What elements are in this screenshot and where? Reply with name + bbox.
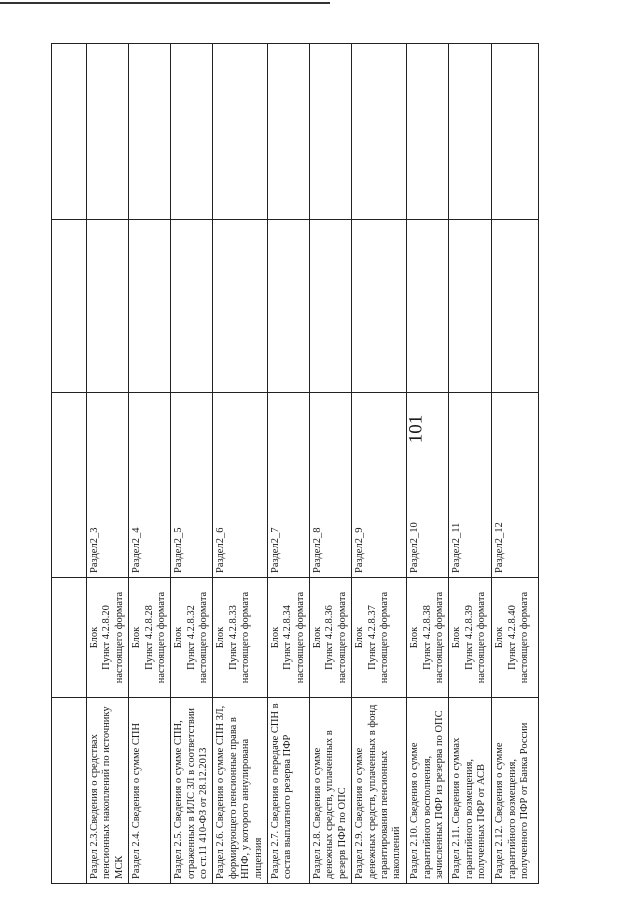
block-reference: Блок Пункт 4.2.8.36 настоящего формата: [310, 578, 352, 698]
block-reference: Блок Пункт 4.2.8.32 настоящего формата: [171, 578, 213, 698]
section-description: Раздел 2.9. Сведения о сумме денежных средств, уплаченных в фонд гарантирования пенсионных накоплений: [352, 698, 407, 884]
table-row: [129, 44, 171, 884]
table-row: [352, 44, 407, 884]
section-code: Раздел2_6: [213, 393, 268, 578]
table-row: [267, 44, 309, 884]
block-reference: Блок Пункт 4.2.8.20 настоящего формата: [87, 578, 129, 698]
block-reference: Блок Пункт 4.2.8.28 настоящего формата: [129, 578, 171, 698]
table-row: [213, 44, 268, 884]
section-code: Раздел2_10: [407, 393, 449, 578]
section-code: Раздел2_3: [87, 393, 129, 578]
section-code: Раздел2_4: [129, 393, 171, 578]
table-row: [171, 44, 213, 884]
section-code: Раздел2_9: [352, 393, 407, 578]
section-description: Раздел 2.10. Сведения о сумме гарантийного восполнения, зачисленных ПФР из резерва по ОПС: [407, 698, 449, 884]
section-description: Раздел 2.8. Сведения о сумме денежных средств, уплаченных в резерв ПФР по ОПС: [310, 698, 352, 884]
section-code: Раздел2_8: [310, 393, 352, 578]
section-description: Раздел 2.12. Сведения о сумме гарантийного возмещения, полученного ПФР от Банка России: [492, 698, 539, 884]
section-code: Раздел2_7: [267, 393, 309, 578]
block-reference: Блок Пункт 4.2.8.34 настоящего формата: [267, 578, 309, 698]
table-row: [87, 44, 129, 884]
table-row: [407, 44, 449, 884]
block-reference: Блок Пункт 4.2.8.40 настоящего формата: [492, 578, 539, 698]
section-code: Раздел2_5: [171, 393, 213, 578]
section-code: Раздел2_11: [449, 393, 492, 578]
section-description: Раздел 2.4. Сведения о сумме СПН: [129, 698, 171, 884]
block-reference: Блок Пункт 4.2.8.37 настоящего формата: [352, 578, 407, 698]
section-description: Раздел 2.7. Сведения о передаче СПН в состав выплатного резерва ПФР: [267, 698, 309, 884]
block-reference: Блок Пункт 4.2.8.39 настоящего формата: [449, 578, 492, 698]
table-row: [492, 44, 539, 884]
section-description: Раздел 2.3.Сведения о средствах пенсионных накоплений по источнику МСК: [87, 698, 129, 884]
scan-edge-line: [0, 2, 330, 4]
format-sections-table: [51, 43, 539, 884]
table-row: [310, 44, 352, 884]
block-reference: Блок Пункт 4.2.8.33 настоящего формата: [213, 578, 268, 698]
section-code: Раздел2_12: [492, 393, 539, 578]
section-description: Раздел 2.6. Сведения о сумме СПН ЗЛ, формирующего пенсионные права в НПФ, у которого аннулирована лицензия: [213, 698, 268, 884]
section-description: Раздел 2.5. Сведения о сумме СПН, отраженных в ИЛС ЗЛ в соответствии со ст.11 410-ФЗ от 28.12.2013: [171, 698, 213, 884]
section-description: Раздел 2.11. Сведения о суммах гарантийного возмещения, полученных ПФР от АСВ: [449, 698, 492, 884]
table-row: [449, 44, 492, 884]
block-reference: Блок Пункт 4.2.8.38 настоящего формата: [407, 578, 449, 698]
page-number: 101: [405, 414, 427, 444]
table-row: [52, 44, 87, 884]
